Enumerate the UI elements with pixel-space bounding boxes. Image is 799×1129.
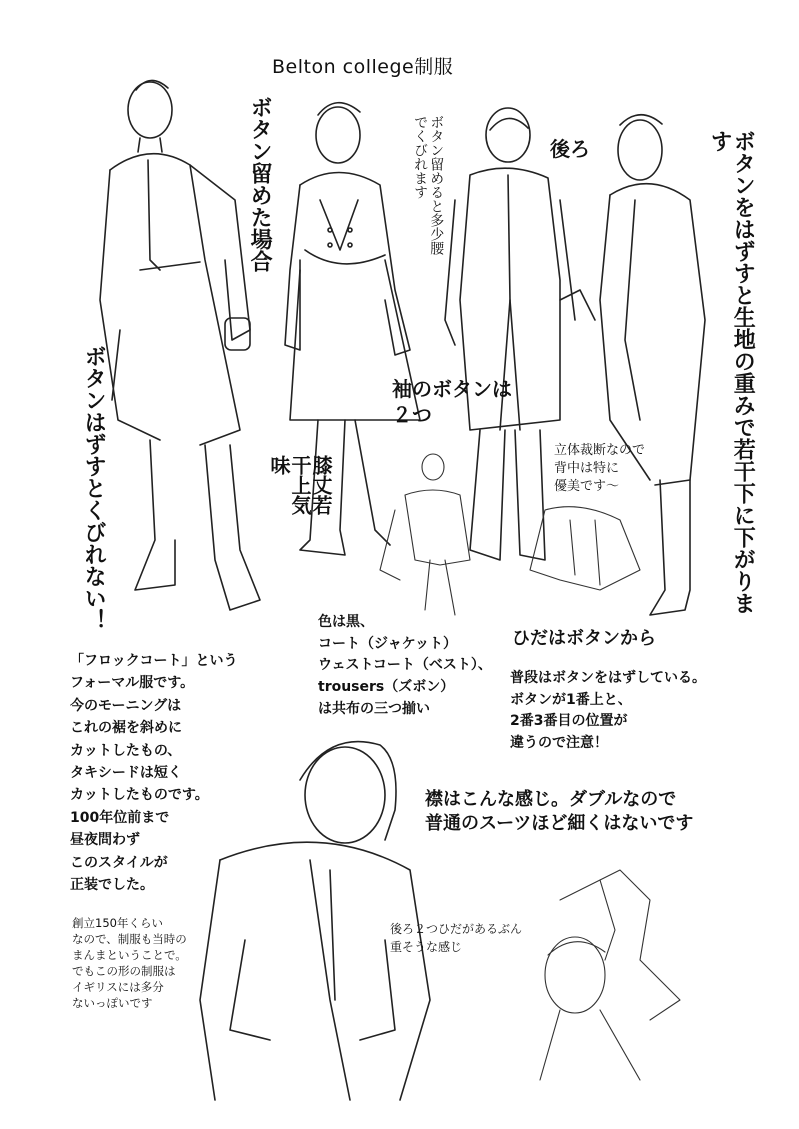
- annotation-buttoned: ボタン留めた場合: [247, 96, 273, 272]
- annotation-founding: 創立150年くらい なので、制服も当時の まんまということで。 でもこの形の制服は イギリスには多分 ないっぽいです: [72, 916, 187, 1011]
- annotation-sleeve-buttons: 袖のボタンは ２つ: [392, 377, 512, 427]
- annotation-pleat-detail: 普段はボタンをはずしている。 ボタンが1番上と、 2番3番目の位置が 違うので注意！: [510, 670, 706, 752]
- annotation-back: 後ろ: [550, 137, 590, 161]
- page-title: Belton college制服: [272, 56, 454, 78]
- annotation-unbuttoned-weight: ボタンをはずすと生地の重みで若干下に下がります: [707, 130, 756, 614]
- annotation-frock-coat: 「フロックコート」という フォーマル服です。 今のモーニングは これの裾を斜めに カットしたもの、 タキシードは短く カットしたものです。 100年位前まで 昼夜問わず このスタイルが 正装でした。: [70, 653, 238, 893]
- figure-side-open: [560, 115, 705, 615]
- annotation-unbuttoned-no-waist: ボタンはずすとくびれない！: [81, 345, 107, 631]
- annotation-color: 色は黒、 コート（ジャケット） ウェストコート（ベスト）、 trousers（ズボン） は共布の三つ揃い: [318, 614, 492, 717]
- annotation-back-pleats: 後ろ２つひだがあるぶん 重そうな感じ: [390, 922, 523, 954]
- annotation-knee: 膝丈若干上気味: [267, 455, 333, 515]
- collar-detail: [540, 870, 680, 1080]
- back-pleat-detail: [530, 507, 640, 590]
- figure-front-open: [100, 80, 260, 610]
- annotation-waist: ボタン留めると多少腰でくびれます: [412, 115, 445, 255]
- annotation-pleat-heading: ひだはボタンから: [512, 628, 656, 649]
- annotation-tailoring: 立体裁断なので 背中は特に 優美です～: [554, 443, 646, 495]
- figure-small: [380, 454, 470, 615]
- annotation-lapel: 襟はこんな感じ。ダブルなので 普通のスーツほど細くはないです: [425, 789, 694, 835]
